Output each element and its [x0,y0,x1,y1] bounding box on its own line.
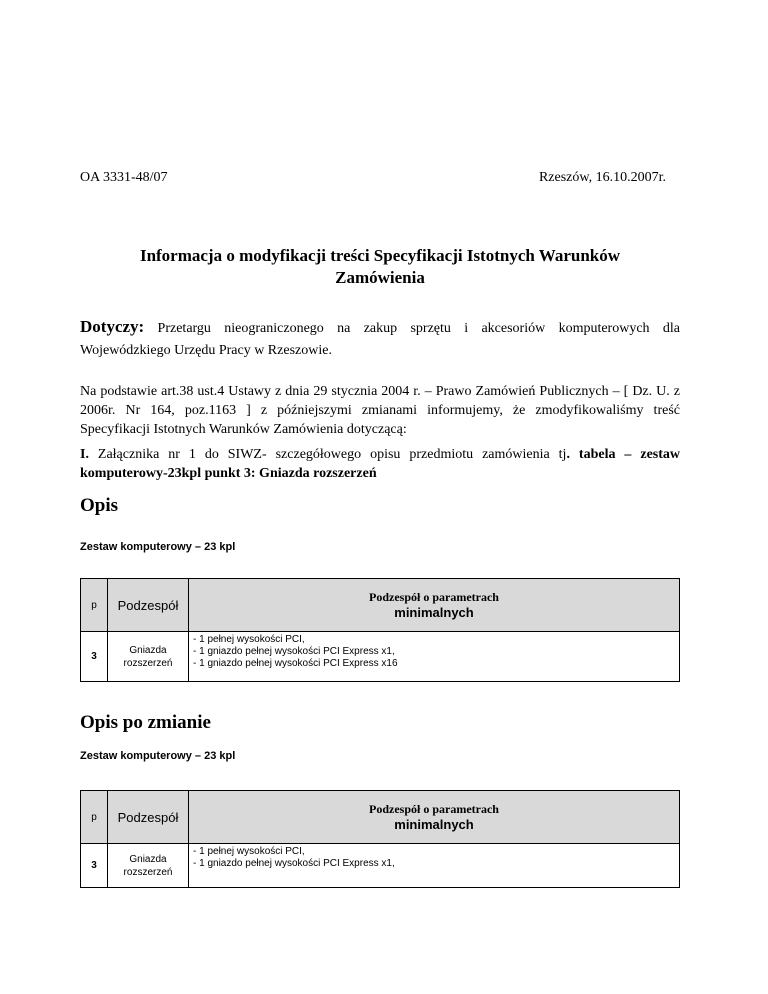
concerns-paragraph [80,316,680,362]
spec-table-after [80,790,680,888]
header-component: Podzespół [108,579,189,632]
item-number: I. [80,447,89,462]
table-header-row [81,579,680,632]
section-heading-after: Opis po zmianie [80,712,211,733]
header-params-line-2: minimalnych [394,605,474,620]
component-cell [108,844,189,888]
title-line-2: Zamówienia [335,268,425,287]
component-line-2: rozszerzeń [123,866,173,878]
section-heading-before: Opis [80,495,119,516]
spec-table-before [80,578,680,682]
place-date: Rzeszów, 16.10.2007r. [538,170,666,185]
header-p: p [81,579,108,632]
component-line-2: rozszerzeń [123,657,173,669]
header-component: Podzespół [108,791,189,844]
header-params [189,579,680,632]
param-item: - 1 pełnej wysokości PCI, [193,634,305,645]
concerns-label: Dotyczy: [80,317,145,336]
table-header-row [81,791,680,844]
component-line-1: Gniazda [129,644,167,656]
item-paragraph [80,445,680,483]
item-text: Załącznika nr 1 do SIWZ- szczegółowego opisu przedmiotu zamówienia tj [88,447,567,462]
header-params-line-2: minimalnych [394,817,474,832]
intro-paragraph: Na podstawie art.38 ust.4 Ustawy z dnia 29 stycznia 2004 r. – Prawo Zamówień Publicznych – [ Dz. U. z 2006r. Nr 164, poz.1163 ] z późniejszymi zmianami informujemy, że zmodyfikowaliśmy treść Specyfikacji Istotnych Warunków Zamówienia dotyczącą: [80,384,680,437]
table-row [81,844,680,888]
row-number: 3 [81,844,108,888]
item-bold-text: . tabela – zestaw komputerowy-23kpl punkt 3: Gniazda rozszerzeń [80,447,681,481]
header-p: p [81,791,108,844]
param-item: - 1 gniazdo pełnej wysokości PCI Express x1, [193,646,395,657]
header-params-line-1: Podzespół o parametrach [369,802,499,816]
param-item: - 1 gniazdo pełnej wysokości PCI Express x16 [193,658,398,669]
table-row [81,632,680,682]
params-cell [189,632,680,682]
reference-number: OA 3331-48/07 [80,170,168,185]
header-params-line-1: Podzespół o parametrach [369,590,499,604]
params-cell [189,844,680,888]
title-line-1: Informacja o modyfikacji treści Specyfikacji Istotnych Warunków [139,246,621,265]
param-item: - 1 gniazdo pełnej wysokości PCI Express x1, [193,858,395,869]
header-params [189,791,680,844]
component-cell [108,632,189,682]
table-caption-before: Zestaw komputerowy – 23 kpl [80,541,236,553]
row-number: 3 [81,632,108,682]
component-line-1: Gniazda [129,853,167,865]
param-item: - 1 pełnej wysokości PCI, [193,846,305,857]
table-caption-after: Zestaw komputerowy – 23 kpl [80,750,236,762]
concerns-text: Przetargu nieograniczonego na zakup sprzętu i akcesoriów komputerowych dla Wojewódzkiego Urzędu Pracy w Rzeszowie. [80,321,680,358]
document-title [80,245,680,289]
